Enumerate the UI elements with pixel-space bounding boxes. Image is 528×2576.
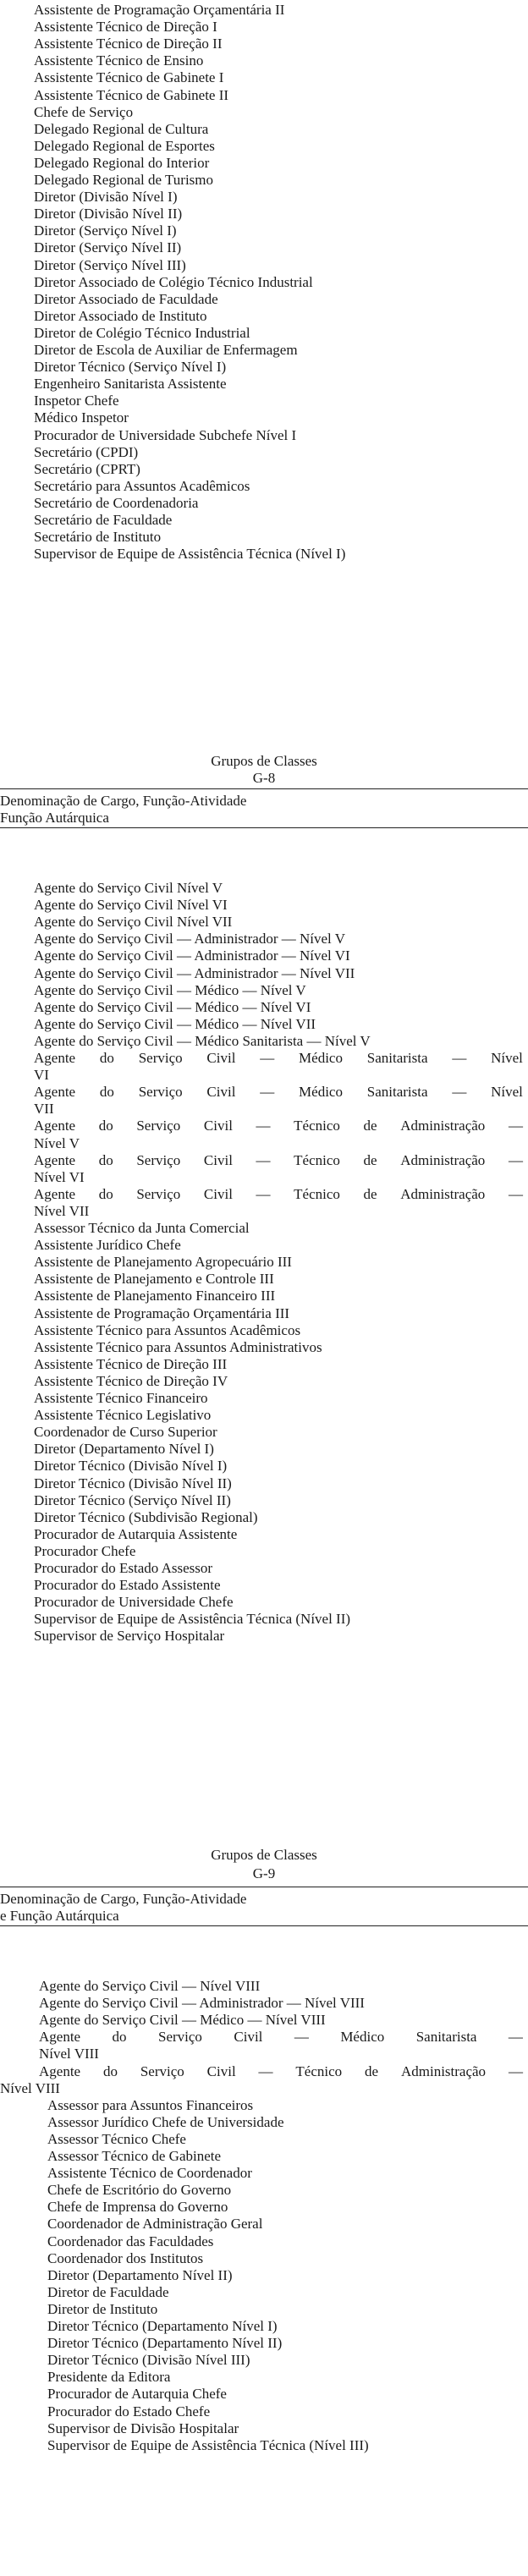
list-item: Assistente de Planejamento Agropecuário III [34, 1254, 292, 1271]
list-item: Coordenador das Faculdades [47, 2233, 214, 2249]
list-item: Diretor Técnico (Subdivisão Regional) [34, 1508, 258, 1525]
list-item: Nível VII [34, 1202, 90, 1219]
list-item: Assistente de Planejamento e Controle III [34, 1271, 274, 1288]
list-item: Procurador de Autarquia Chefe [47, 2386, 227, 2403]
list-item: Agente do Serviço Civil — Médico Sanitarista — Nível V [34, 1032, 371, 1049]
list-item: Agente do Serviço Civil — Médico Sanitarista — Nível [34, 1084, 523, 1101]
list-item: Secretário para Assuntos Acadêmicos [34, 477, 250, 494]
list-item: Assistente Técnico de Coordenador [47, 2165, 252, 2182]
list-item: Assistente Técnico de Ensino [34, 52, 204, 69]
list-item: Agente do Serviço Civil — Médico — Nível VII [34, 1015, 316, 1032]
list-item: Inspetor Chefe [34, 393, 119, 409]
list-item: Diretor (Departamento Nível II) [47, 2266, 233, 2283]
list-item: Diretor de Escola de Auxiliar de Enfermagem [34, 342, 298, 358]
list-item: Procurador de Universidade Chefe [34, 1594, 234, 1611]
list-item: Assessor Jurídico Chefe de Universidade [47, 2113, 284, 2130]
list-item: Diretor (Serviço Nível III) [34, 256, 186, 273]
column-header: e Função Autárquica [0, 1908, 119, 1924]
list-item: Procurador de Universidade Subchefe Nível I [34, 426, 297, 443]
list-item: Procurador de Autarquia Assistente [34, 1525, 238, 1542]
header-rule-top [0, 788, 528, 789]
list-item: Assistente Técnico para Assuntos Acadêmicos [34, 1321, 301, 1338]
list-item: Agente do Serviço Civil — Médico — Nível VIII [39, 2012, 326, 2029]
column-header: Denominação de Cargo, Função-Atividade [0, 1891, 247, 1907]
list-item: Procurador do Estado Assessor [34, 1560, 213, 1576]
list-item: Diretor Associado de Faculdade [34, 290, 218, 307]
list-item: Diretor Técnico (Divisão Nível II) [34, 1475, 232, 1491]
list-item: Diretor (Departamento Nível I) [34, 1441, 214, 1458]
list-item: Diretor Associado de Colégio Técnico Industrial [34, 273, 313, 290]
list-item: Assistente de Planejamento Financeiro III [34, 1288, 276, 1304]
list-item: Secretário (CPDI) [34, 443, 139, 460]
list-item: Diretor Associado de Instituto [34, 307, 207, 324]
list-item: Assistente de Programação Orçamentária II [34, 2, 285, 18]
list-item: Agente do Serviço Civil — Técnico de Administração — [34, 1185, 523, 1202]
list-item: Delegado Regional de Cultura [34, 120, 209, 137]
list-item: Supervisor de Serviço Hospitalar [34, 1628, 225, 1645]
list-item: Diretor (Serviço Nível II) [34, 239, 182, 256]
list-item: Diretor de Instituto [47, 2300, 158, 2317]
list-item: Diretor Técnico (Serviço Nível II) [34, 1491, 231, 1508]
list-item: Delegado Regional de Turismo [34, 172, 214, 188]
list-item: Assistente Técnico de Gabinete I [34, 69, 224, 86]
list-item: Secretário de Faculdade [34, 512, 173, 528]
list-item: Agente do Serviço Civil — Administrador — Nível V [34, 931, 345, 947]
column-header: Denominação de Cargo, Função-Atividade [0, 793, 247, 809]
list-item: Coordenador de Administração Geral [47, 2216, 263, 2233]
header-rule-bottom [0, 1925, 528, 1926]
list-item: Agente do Serviço Civil — Administrador — Nível VI [34, 947, 350, 964]
list-item: Nível VI [34, 1168, 85, 1185]
list-item: Agente do Serviço Civil — Médico Sanitarista — Nível [34, 1050, 523, 1066]
list-item: Assessor Técnico de Gabinete [47, 2148, 222, 2164]
list-item: Diretor Técnico (Divisão Nível I) [34, 1458, 228, 1475]
list-item: Secretário de Instituto [34, 529, 162, 546]
list-item: Agente do Serviço Civil — Técnico de Administração — [34, 1151, 523, 1168]
list-item: Assistente Técnico de Gabinete II [34, 86, 229, 103]
list-item: Agente do Serviço Civil Nível VII [34, 914, 233, 931]
list-item: Agente do Serviço Civil — Médico Sanitarista — [39, 2029, 523, 2046]
list-item: Nível V [34, 1134, 80, 1151]
list-item: Assistente Técnico de Direção IV [34, 1372, 228, 1389]
list-item: Diretor (Divisão Nível I) [34, 189, 178, 206]
list-item: Assistente Técnico de Direção III [34, 1355, 228, 1372]
list-item: Diretor Técnico (Departamento Nível II) [47, 2335, 283, 2352]
group-title: Grupos de Classes [211, 1847, 317, 1863]
list-item: Agente do Serviço Civil — Médico — Nível V [34, 981, 306, 998]
list-item: Assistente Técnico de Direção II [34, 36, 223, 52]
list-item: Diretor Técnico (Divisão Nível III) [47, 2352, 250, 2369]
group-code: G-9 [252, 1865, 276, 1881]
list-item: Supervisor de Equipe de Assistência Técnica (Nível I) [34, 546, 346, 563]
list-item: Diretor de Colégio Técnico Industrial [34, 324, 250, 341]
list-item: Agente do Serviço Civil — Técnico de Administração — [39, 2062, 523, 2079]
list-item: Assistente de Programação Orçamentária III [34, 1304, 290, 1321]
list-item: Diretor (Divisão Nível II) [34, 206, 183, 222]
group-title: Grupos de Classes [211, 753, 317, 769]
list-item: Procurador do Estado Chefe [47, 2403, 211, 2419]
list-item: Chefe de Serviço [34, 103, 134, 120]
list-item: Nível VIII [39, 2046, 99, 2062]
list-item: Supervisor de Equipe de Assistência Técnica (Nível II) [34, 1611, 351, 1628]
list-item: Delegado Regional do Interior [34, 154, 210, 171]
list-item: Assistente Técnico para Assuntos Administrativos [34, 1338, 322, 1355]
list-item: Secretário (CPRT) [34, 460, 140, 477]
list-item: Secretário de Coordenadoria [34, 494, 199, 511]
list-item: Assistente Técnico Legislativo [34, 1407, 212, 1424]
list-item: Assessor Técnico da Junta Comercial [34, 1220, 250, 1236]
list-item: Agente do Serviço Civil — Técnico de Administração — [34, 1118, 523, 1134]
list-item: Procurador do Estado Assistente [34, 1577, 221, 1594]
list-item: Chefe de Escritório do Governo [47, 2182, 232, 2199]
list-item: Agente do Serviço Civil Nível V [34, 880, 223, 896]
list-item: Supervisor de Equipe de Assistência Técnica (Nível III) [47, 2436, 369, 2453]
list-item: Diretor de Faculdade [47, 2283, 169, 2300]
list-item: Agente do Serviço Civil Nível VI [34, 897, 228, 914]
list-item: VII [34, 1101, 54, 1118]
list-item: Diretor Técnico (Departamento Nível I) [47, 2318, 278, 2334]
list-item: Diretor Técnico (Serviço Nível I) [34, 359, 227, 376]
list-item: Assistente Jurídico Chefe [34, 1237, 181, 1254]
list-item: Assistente Técnico Financeiro [34, 1390, 208, 1406]
list-item: Assistente Técnico de Direção I [34, 19, 217, 36]
group-code: G-8 [252, 770, 276, 786]
list-item: Agente do Serviço Civil — Nível VIII [39, 1978, 261, 1994]
list-item: VI [34, 1067, 49, 1084]
list-item: Médico Inspetor [34, 409, 129, 426]
list-item: Coordenador de Curso Superior [34, 1424, 217, 1441]
list-item: Diretor (Serviço Nível I) [34, 222, 177, 239]
list-item: Delegado Regional de Esportes [34, 137, 215, 154]
list-item: Agente do Serviço Civil — Administrador — Nível VII [34, 964, 355, 981]
header-rule-bottom [0, 827, 528, 828]
column-header: Função Autárquica [0, 810, 109, 826]
list-item: Nível VIII [0, 2079, 60, 2096]
list-item: Presidente da Editora [47, 2369, 171, 2386]
list-item: Agente do Serviço Civil — Administrador — Nível VIII [39, 1995, 365, 2012]
list-item: Coordenador dos Institutos [47, 2249, 204, 2266]
list-item: Engenheiro Sanitarista Assistente [34, 376, 227, 393]
list-item: Supervisor de Divisão Hospitalar [47, 2419, 239, 2436]
list-item: Assessor Técnico Chefe [47, 2130, 186, 2147]
list-item: Agente do Serviço Civil — Médico — Nível VI [34, 998, 311, 1015]
list-item: Procurador Chefe [34, 1542, 136, 1559]
list-item: Assessor para Assuntos Financeiros [47, 2096, 254, 2113]
list-item: Chefe de Imprensa do Governo [47, 2199, 228, 2216]
